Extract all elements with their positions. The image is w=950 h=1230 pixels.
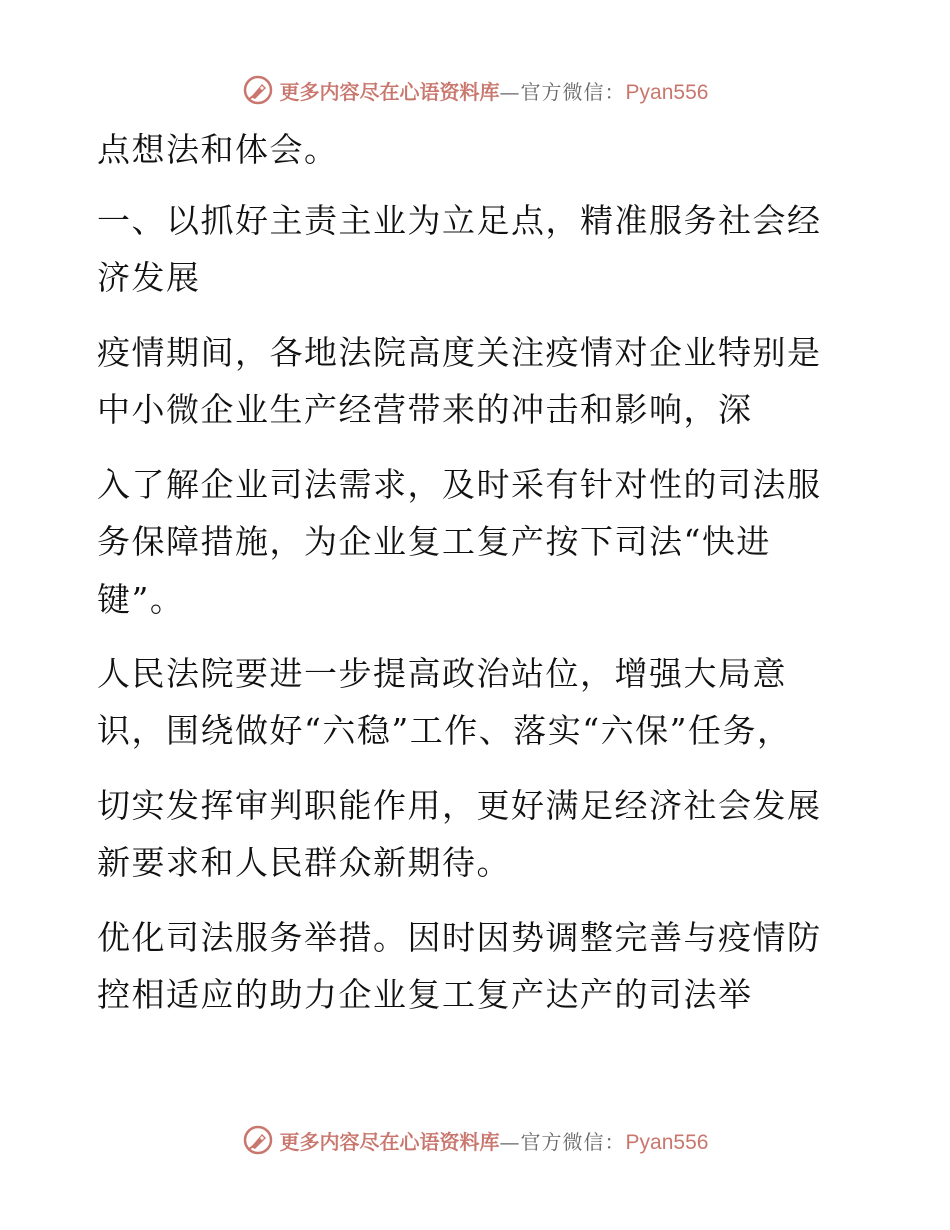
text-line: 点想法和体会。 xyxy=(97,130,339,169)
footer-watermark xyxy=(0,1120,950,1160)
text-line: 优化司法服务举措。因时因势调整完善与疫情防 xyxy=(97,918,822,957)
footer-wechat-id: Pyan556 xyxy=(625,1130,709,1154)
header-wechat-label: 官方微信： xyxy=(520,79,626,104)
pen-nib-logo-icon xyxy=(242,1124,274,1156)
footer-dash: — xyxy=(499,1129,521,1154)
footer-wechat-label: 官方微信： xyxy=(520,1129,626,1154)
header-wechat-id: Pyan556 xyxy=(625,80,709,104)
text-line: 新要求和人民群众新期待。 xyxy=(97,843,511,882)
header-brand-text: 更多内容尽在心语资料库 xyxy=(279,79,500,104)
header-dash: — xyxy=(499,79,521,104)
text-line: 切实发挥审判职能作用，更好满足经济社会发展 xyxy=(97,786,822,825)
footer-brand-text: 更多内容尽在心语资料库 xyxy=(279,1129,500,1154)
text-line: 键”。 xyxy=(97,580,185,619)
pen-nib-logo-icon xyxy=(242,74,274,106)
header-watermark xyxy=(0,70,950,110)
text-line: 人民法院要进一步提高政治站位，增强大局意 xyxy=(97,654,787,693)
text-line: 入了解企业司法需求，及时采有针对性的司法服 xyxy=(97,465,822,504)
text-line: 控相适应的助力企业复工复产达产的司法举 xyxy=(97,975,753,1014)
text-line: 济发展 xyxy=(97,258,201,297)
text-line: 务保障措施，为企业复工复产按下司法“快进 xyxy=(97,522,771,561)
text-line: 识，围绕做好“六稳”工作、落实“六保”任务， xyxy=(97,711,792,750)
text-line: 中小微企业生产经营带来的冲击和影响，深 xyxy=(97,390,753,429)
text-line: 一、以抓好主责主业为立足点，精准服务社会经 xyxy=(97,201,822,240)
text-line: 疫情期间，各地法院高度关注疫情对企业特别是 xyxy=(97,333,822,372)
